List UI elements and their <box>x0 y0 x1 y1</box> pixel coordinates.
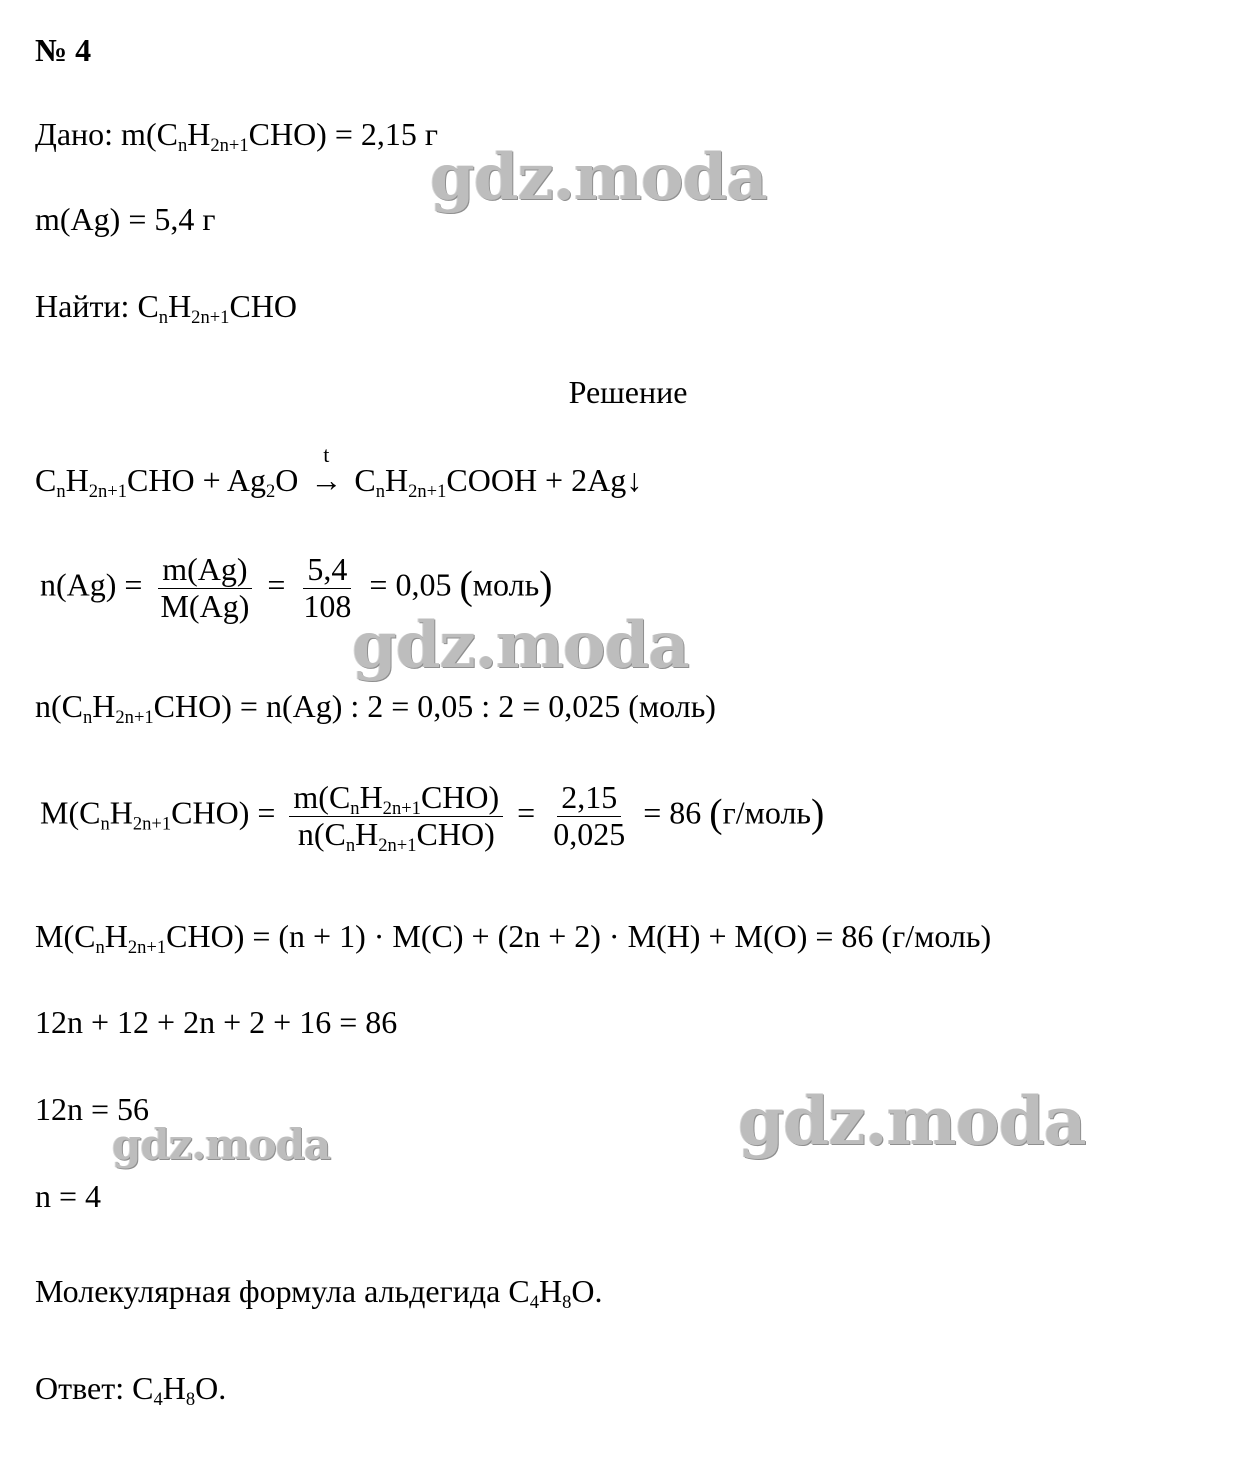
denominator <box>294 815 499 856</box>
formula-part: C <box>354 462 376 498</box>
fraction <box>156 552 253 625</box>
formula-part: CHO) = <box>171 794 276 831</box>
problem-number: № 4 <box>35 32 92 68</box>
subscript: 2n+1 <box>127 936 167 958</box>
formula-part: M(C <box>40 794 101 831</box>
formula-part: CHO) = n(Ag) : 2 = 0,05 : 2 = 0,025 (моль) <box>153 688 716 724</box>
subscript: 2n+1 <box>210 134 249 156</box>
formula-part: = 0,05 <box>369 566 452 603</box>
subscript: 2n+1 <box>382 797 421 819</box>
equation-step-1: 12n + 12 + 2n + 2 + 16 = 86 <box>35 1004 398 1040</box>
subscript: 2n+1 <box>378 834 417 856</box>
watermark: gdz.moda <box>738 1082 1086 1160</box>
subscript: 4 <box>153 1388 163 1410</box>
reaction-equation <box>35 442 643 502</box>
formula-part: H <box>65 462 89 498</box>
conclusion-line <box>35 1273 603 1313</box>
formula-part: O. <box>571 1273 603 1309</box>
equation-step-2: 12n = 56 <box>35 1091 150 1127</box>
formula-part: M(C <box>35 918 96 954</box>
formula-part: = <box>267 566 286 603</box>
formula-part: n(C <box>35 688 83 724</box>
formula-part: CHO + Ag <box>127 462 266 498</box>
formula-part: H <box>359 779 383 815</box>
subscript: 2n+1 <box>88 480 128 502</box>
denominator: 108 <box>303 587 352 624</box>
numerator: 5,4 <box>303 552 351 589</box>
subscript: 8 <box>562 1291 572 1313</box>
subscript: n <box>83 706 93 728</box>
fraction <box>549 780 629 853</box>
subscript: n <box>95 936 105 958</box>
subscript: n <box>350 797 360 819</box>
formula-part: m(C <box>293 779 351 815</box>
formula-part: Ответ: C <box>35 1370 154 1406</box>
formula-part: H <box>168 288 192 324</box>
find-line <box>35 288 298 328</box>
paren: ) <box>539 562 553 608</box>
numerator <box>289 780 503 817</box>
subscript: n <box>100 813 110 835</box>
subscript: 2n+1 <box>408 480 447 502</box>
find-label: Найти: <box>35 288 130 324</box>
formula-part: n(Ag) = <box>40 566 143 603</box>
arrow-icon: → <box>310 462 343 498</box>
aldehyde-amount-equation <box>35 688 716 728</box>
subscript: 4 <box>529 1291 539 1313</box>
molar-mass-sum-equation <box>35 918 992 958</box>
formula-part: m(C <box>121 116 178 152</box>
given-aldehyde-mass <box>35 116 438 156</box>
answer-line <box>35 1370 227 1410</box>
subscript: 8 <box>185 1388 196 1410</box>
formula-part: CHO) <box>416 815 495 852</box>
formula-part: CHO) = 2,15 г <box>248 116 438 152</box>
formula-part: CHO) <box>420 779 500 815</box>
solution-heading: Решение <box>568 374 688 410</box>
formula-part: O <box>275 462 299 498</box>
formula-part: CHO) = (n + 1) · M(C) + (2n + 2) · M(H) + M(O) = 86 (г/моль) <box>166 918 992 954</box>
subscript: 2 <box>265 480 276 502</box>
formula-part: H <box>109 794 133 831</box>
watermark: gdz.moda <box>352 608 689 683</box>
heating-condition: t <box>323 442 330 467</box>
fraction <box>289 779 503 856</box>
formula-part: H <box>104 918 128 954</box>
subscript: n <box>345 834 356 856</box>
formula-part: H <box>187 116 211 152</box>
paren: ( <box>709 790 723 836</box>
paren: ) <box>811 790 825 836</box>
formula-part: H <box>355 815 379 852</box>
formula-part: O. <box>195 1370 227 1406</box>
formula-part: H <box>384 462 409 498</box>
formula-part: COOH + 2Ag↓ <box>446 462 643 498</box>
formula-part: = 86 <box>643 794 702 831</box>
formula-part: C <box>35 462 57 498</box>
subscript: 2n+1 <box>132 813 172 835</box>
unit: г/моль <box>722 794 811 831</box>
formula-part: Молекулярная формула альдегида C <box>35 1273 530 1309</box>
given-label: Дано: <box>35 116 114 152</box>
formula-part: = <box>517 794 536 831</box>
subscript: n <box>56 480 66 502</box>
watermark: gdz.moda <box>112 1120 331 1169</box>
reaction-arrow <box>310 442 343 498</box>
formula-part: CHO <box>229 288 298 324</box>
fraction <box>299 552 355 625</box>
subscript: n <box>177 134 188 156</box>
subscript: 2n+1 <box>191 306 230 328</box>
formula-part: H <box>538 1273 563 1309</box>
denominator: 0,025 <box>553 815 626 852</box>
denominator: M(Ag) <box>160 587 250 624</box>
formula-part: H <box>92 688 116 724</box>
watermark: gdz.moda <box>430 140 767 215</box>
paren: ( <box>459 562 473 608</box>
numerator: m(Ag) <box>158 552 251 589</box>
numerator: 2,15 <box>557 780 621 817</box>
equation-step-3: n = 4 <box>35 1178 102 1214</box>
formula-part: n(C <box>297 815 346 852</box>
given-silver-mass: m(Ag) = 5,4 г <box>35 201 216 237</box>
molar-mass-fraction-equation <box>40 779 825 856</box>
formula-part: C <box>137 288 159 324</box>
unit: моль <box>472 566 540 603</box>
subscript: 2n+1 <box>115 706 154 728</box>
formula-part: H <box>162 1370 186 1406</box>
subscript: n <box>158 306 169 328</box>
subscript: n <box>375 480 385 502</box>
